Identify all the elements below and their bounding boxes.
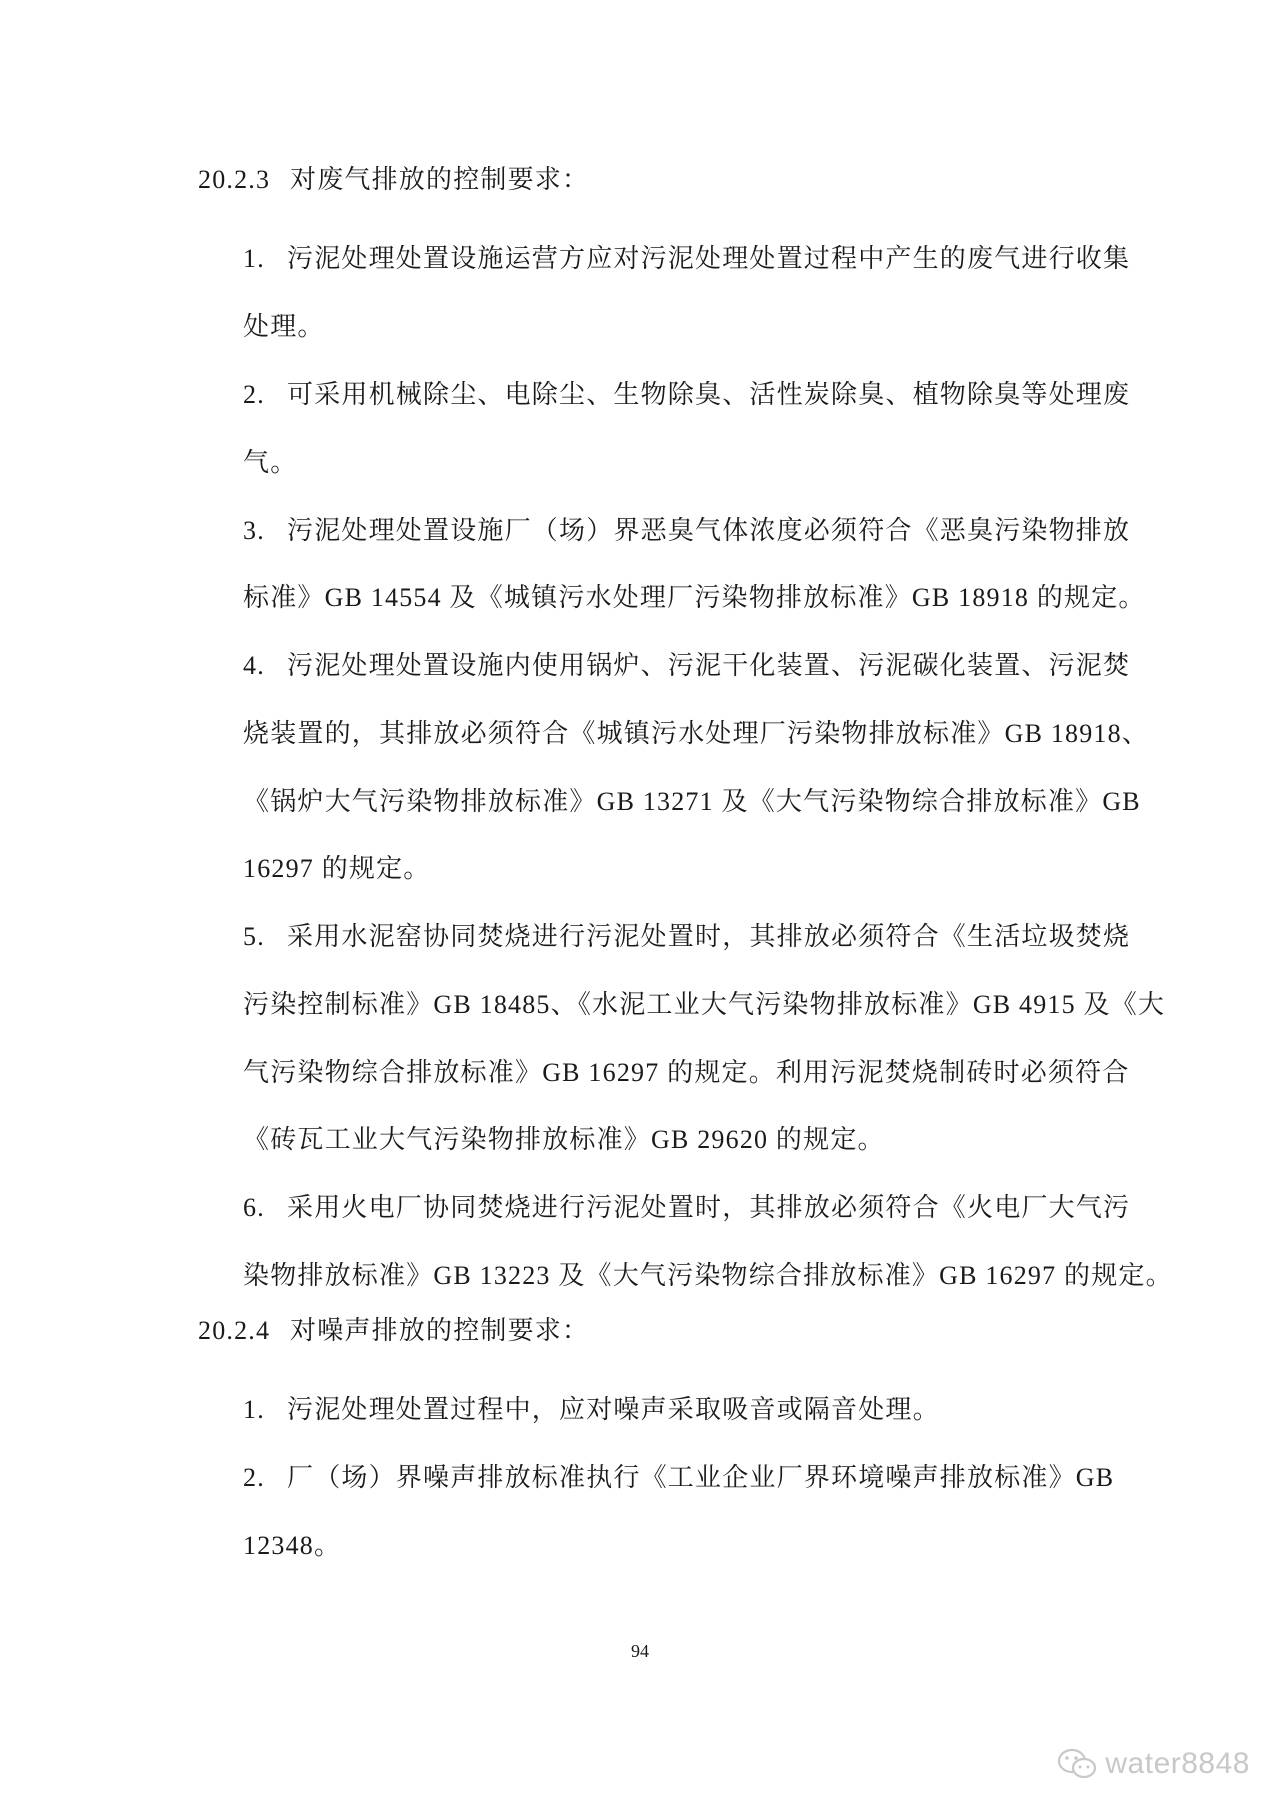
list-item xyxy=(243,1191,1130,1225)
item-text: 采用火电厂协同焚烧进行污泥处置时，其排放必须符合《火电厂大气污 xyxy=(287,1193,1131,1222)
item-number: 2. xyxy=(243,380,265,409)
item-continuation: 12348。 xyxy=(243,1531,342,1560)
list-item xyxy=(243,1393,940,1427)
section-number: 20.2.4 xyxy=(198,1316,271,1345)
item-continuation: 《锅炉大气污染物排放标准》GB 13271 及《大气污染物综合排放标准》GB xyxy=(243,787,1141,816)
item-continuation: 气污染物综合排放标准》GB 16297 的规定。利用污泥焚烧制砖时必须符合 xyxy=(243,1058,1130,1087)
list-item xyxy=(243,920,1130,954)
item-number: 3. xyxy=(243,516,265,545)
item-number: 1. xyxy=(243,1395,265,1424)
item-number: 4. xyxy=(243,651,265,680)
item-number: 2. xyxy=(243,1463,265,1492)
wechat-icon xyxy=(1057,1747,1097,1781)
item-number: 5. xyxy=(243,922,265,951)
list-item xyxy=(243,649,1130,683)
section-title: 对废气排放的控制要求： xyxy=(290,165,590,194)
item-text: 污泥处理处置设施厂（场）界恶臭气体浓度必须符合《恶臭污染物排放 xyxy=(287,516,1131,545)
item-text: 可采用机械除尘、电除尘、生物除臭、活性炭除臭、植物除臭等处理废 xyxy=(287,380,1131,409)
item-number: 1. xyxy=(243,244,265,273)
item-continuation: 污染控制标准》GB 18485、《水泥工业大气污染物排放标准》GB 4915 及《大 xyxy=(243,990,1166,1019)
item-number: 6. xyxy=(243,1193,265,1222)
list-item xyxy=(243,242,1130,276)
item-continuation: 《砖瓦工业大气污染物排放标准》GB 29620 的规定。 xyxy=(243,1125,885,1154)
list-item xyxy=(243,514,1130,548)
item-text: 污泥处理处置设施内使用锅炉、污泥干化装置、污泥碳化装置、污泥焚 xyxy=(287,651,1131,680)
section-title: 对噪声排放的控制要求： xyxy=(290,1316,590,1345)
item-continuation: 气。 xyxy=(243,448,298,477)
item-text: 污泥处理处置过程中，应对噪声采取吸音或隔音处理。 xyxy=(287,1395,940,1424)
item-continuation: 烧装置的，其排放必须符合《城镇污水处理厂污染物排放标准》GB 18918、 xyxy=(243,719,1150,748)
watermark xyxy=(1057,1744,1250,1784)
item-text: 厂（场）界噪声排放标准执行《工业企业厂界环境噪声排放标准》GB xyxy=(287,1463,1115,1492)
item-text: 采用水泥窑协同焚烧进行污泥处置时，其排放必须符合《生活垃圾焚烧 xyxy=(287,922,1131,951)
item-continuation: 处理。 xyxy=(243,312,325,341)
item-continuation: 标准》GB 14554 及《城镇污水处理厂污染物排放标准》GB 18918 的规定。 xyxy=(243,583,1146,612)
watermark-text: water8848 xyxy=(1105,1747,1250,1780)
page-number: 94 xyxy=(631,1641,649,1661)
item-text: 污泥处理处置设施运营方应对污泥处理处置过程中产生的废气进行收集 xyxy=(287,244,1131,273)
item-continuation: 16297 的规定。 xyxy=(243,854,431,883)
list-item xyxy=(243,1461,1114,1495)
list-item xyxy=(243,378,1130,412)
section-number: 20.2.3 xyxy=(198,165,271,194)
section-heading xyxy=(198,163,589,197)
section-heading xyxy=(198,1314,589,1348)
item-continuation: 染物排放标准》GB 13223 及《大气污染物综合排放标准》GB 16297 的规定。 xyxy=(243,1261,1173,1290)
